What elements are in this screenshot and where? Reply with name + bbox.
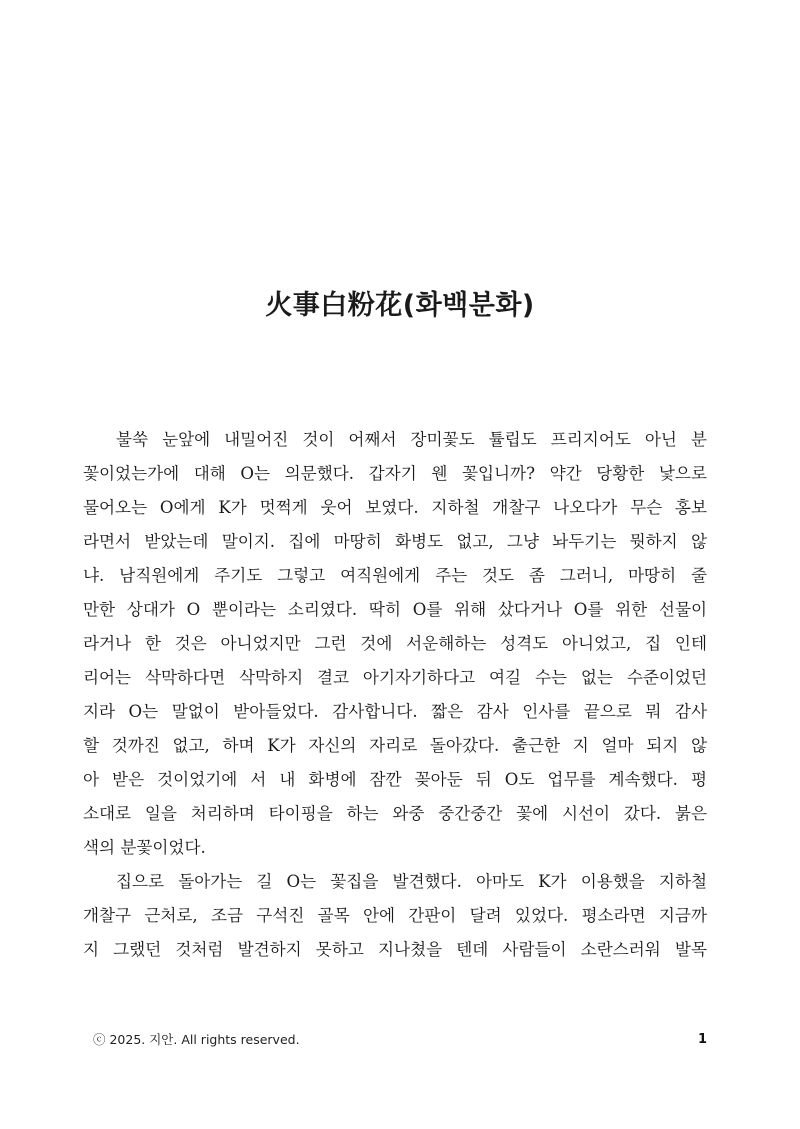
page-number: 1: [697, 1032, 707, 1047]
text-line: 꽃이었는가에 대해 O는 의문했다. 갑자기 웬 꽃입니까? 약간 당황한 낯으로: [83, 464, 707, 483]
text-line: 소대로 일을 처리하며 타이핑을 하는 와중 중간중간 꽃에 시선이 갔다. 붉은: [83, 804, 707, 823]
text-line: 색의 분꽃이었다.: [83, 838, 206, 857]
text-line: 만한 상대가 O 뿐이라는 소리였다. 딱히 O를 위해 샀다거나 O를 위한 선물이: [83, 600, 707, 619]
footer-copyright: ⓒ 2025. 지안. All rights reserved.: [93, 1032, 300, 1047]
text-line: 지라 O는 말없이 받아들었다. 감사합니다. 짧은 감사 인사를 끝으로 뭐 감사: [83, 702, 707, 721]
text-line: 개찰구 근처로, 조금 구석진 골목 안에 간판이 달려 있었다. 평소라면 지금까: [83, 906, 707, 925]
text-line: 아 받은 것이었기에 서 내 화병에 잠깐 꽂아둔 뒤 O도 업무를 계속했다. 평: [83, 770, 707, 789]
paragraph: [83, 865, 707, 967]
text-line: 지 그랬던 것처럼 발견하지 못하고 지나쳤을 텐데 사람들이 소란스러워 발목: [83, 940, 707, 959]
text-line: 집으로 돌아가는 길 O는 꽃집을 발견했다. 아마도 K가 이용했을 지하철: [116, 872, 707, 891]
text-line: 불쑥 눈앞에 내밀어진 것이 어째서 장미꽃도 튤립도 프리지어도 아닌 분: [116, 430, 707, 449]
text-line: 라거나 한 것은 아니었지만 그런 것에 서운해하는 성격도 아니었고, 집 인테: [83, 634, 707, 653]
page-title: 火事白粉花(화백분화): [265, 290, 535, 322]
text-line: 할 것까진 없고, 하며 K가 자신의 자리로 돌아갔다. 출근한 지 얼마 되지 않: [83, 736, 707, 755]
paragraph: [83, 423, 707, 865]
text-line: 냐. 남직원에게 주기도 그렇고 여직원에게 주는 것도 좀 그러니, 마땅히 줄: [83, 566, 707, 585]
text-line: 라면서 받았는데 말이지. 집에 마땅히 화병도 없고, 그냥 놔두기는 뭣하지 않: [83, 532, 707, 551]
text-line: 물어오는 O에게 K가 멋쩍게 웃어 보였다. 지하철 개찰구 나오다가 무슨 홍보: [83, 498, 707, 517]
text-line: 리어는 삭막하다면 삭막하지 결코 아기자기하다고 여길 수는 없는 수준이었던: [83, 668, 707, 687]
body-text: [83, 423, 707, 967]
